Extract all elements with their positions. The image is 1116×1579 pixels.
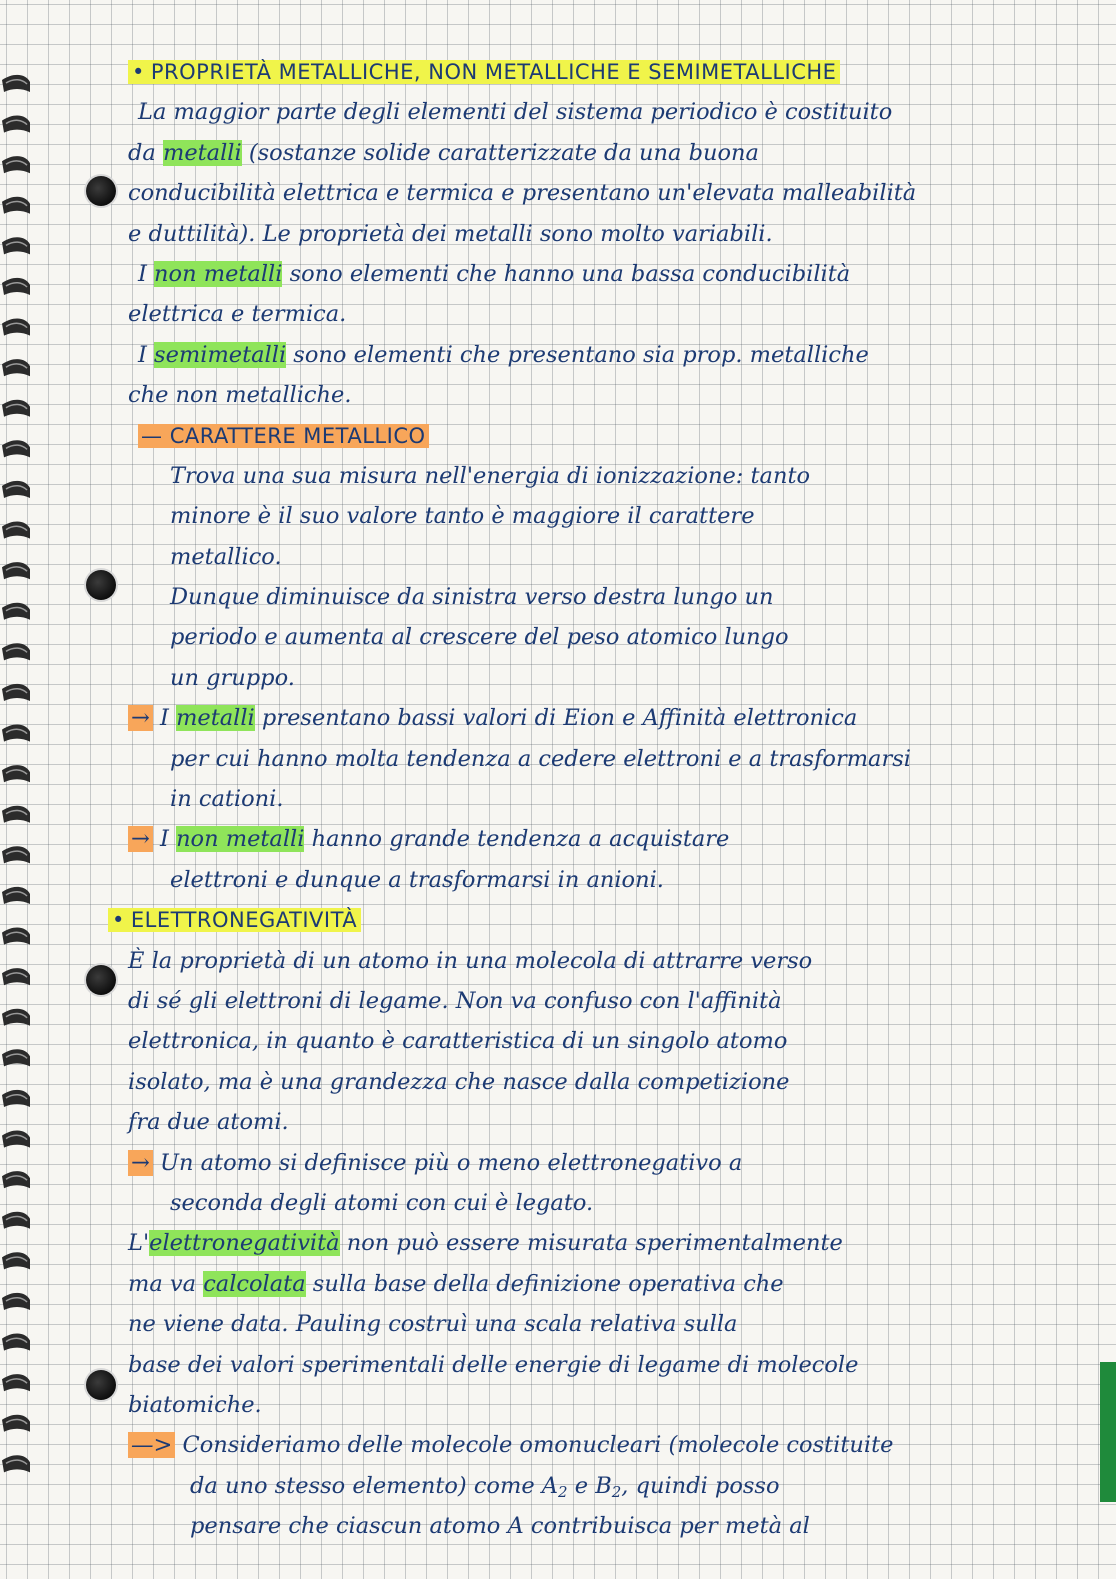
punch-hole-1	[86, 176, 116, 206]
highlight-metalli: metalli	[176, 705, 255, 732]
paragraph-line: minore è il suo valore tanto è maggiore il carattere	[170, 503, 755, 530]
paragraph-line: base dei valori sperimentali delle energie di legame di molecole	[128, 1351, 859, 1378]
paragraph-line: in cationi.	[170, 786, 284, 813]
arrow-marker: →	[128, 705, 153, 731]
punch-hole-2	[86, 570, 116, 600]
paragraph-line: elettrica e termica.	[128, 301, 347, 328]
paragraph-line: elettronica, in quanto è caratteristica di un singolo atomo	[128, 1028, 788, 1055]
spiral-binding	[0, 0, 36, 1579]
highlight-calcolata: calcolata	[203, 1270, 306, 1297]
paragraph-line: periodo e aumenta al crescere del peso atomico lungo	[170, 624, 789, 651]
paragraph-line: conducibilità elettrica e termica e presentano un'elevata malleabilità	[128, 180, 917, 207]
arrow-marker: —>	[128, 1432, 175, 1458]
paragraph-line: di sé gli elettroni di legame. Non va confuso con l'affinità	[128, 987, 782, 1014]
paragraph-line: per cui hanno molta tendenza a cedere elettroni e a trasformarsi	[170, 745, 911, 772]
paragraph-line: Dunque diminuisce da sinistra verso destra lungo un	[170, 584, 774, 611]
arrow-marker: →	[128, 826, 153, 852]
arrow-point-line: → I metalli presentano bassi valori di Eion e Affinità elettronica	[128, 698, 1078, 738]
paragraph-line: Trova una sua misura nell'energia di ionizzazione: tanto	[170, 462, 811, 489]
paragraph-line: da uno stesso elemento) come $A_2$ e $B_2$, quindi posso	[190, 1472, 780, 1501]
highlight-semimetalli: semimetalli	[154, 341, 287, 368]
paragraph-line: È la proprietà di un atomo in una molecola di attrarre verso	[128, 947, 813, 974]
green-divider-edge	[1100, 1362, 1116, 1502]
paragraph-line: elettroni e dunque a trasformarsi in anioni.	[170, 866, 664, 893]
paragraph-line: da metalli (sostanze solide caratterizzate da una buona	[128, 139, 759, 166]
heading-elettronegativita: • ELETTRONEGATIVITÀ	[108, 900, 1078, 940]
paragraph-line: I non metalli sono elementi che hanno una bassa conducibilità	[138, 260, 851, 287]
arrow-point-line: —> Consideriamo delle molecole omonucleari (molecole costituite	[128, 1425, 1078, 1465]
paragraph-line: fra due atomi.	[128, 1109, 289, 1136]
paragraph-line: un gruppo.	[170, 664, 295, 691]
highlight-metalli: metalli	[162, 139, 242, 166]
paragraph-line: pensare che ciascun atomo A contribuisca per metà al	[190, 1513, 810, 1540]
paragraph-line: I semimetalli sono elementi che presentano sia prop. metalliche	[138, 341, 869, 368]
paragraph-line: e duttilità). Le proprietà dei metalli sono molto variabili.	[128, 220, 773, 247]
arrow-point-line: → Un atomo si definisce più o meno elettronegativo a	[128, 1143, 1078, 1183]
highlight-non-metalli: non metalli	[176, 826, 305, 853]
paragraph-line: ma va calcolata sulla base della definizione operativa che	[128, 1270, 784, 1297]
punch-hole-4	[86, 1370, 116, 1400]
paragraph-line: biatomiche.	[128, 1391, 262, 1418]
spiral-coils	[0, 0, 36, 1579]
paragraph-line: seconda degli atomi con cui è legato.	[170, 1189, 594, 1216]
handwritten-notes	[112, 52, 1078, 1546]
paragraph-line: che non metalliche.	[128, 382, 352, 409]
paragraph-line: L'elettronegatività non può essere misurata sperimentalmente	[128, 1230, 843, 1257]
paragraph-line: ne viene data. Pauling costruì una scala relativa sulla	[128, 1311, 738, 1338]
paragraph-line: isolato, ma è una grandezza che nasce dalla competizione	[128, 1068, 790, 1095]
arrow-marker: →	[128, 1150, 153, 1176]
heading-metallic-properties: • PROPRIETÀ METALLICHE, NON METALLICHE E SEMIMETALLICHE	[128, 52, 1078, 92]
arrow-point-line: → I non metalli hanno grande tendenza a acquistare	[128, 819, 1078, 859]
highlight-non-metalli: non metalli	[154, 260, 283, 287]
heading-carattere-metallico: — CARATTERE METALLICO	[128, 416, 1078, 456]
paragraph-line: metallico.	[170, 543, 282, 570]
paragraph-line: La maggior parte degli elementi del sistema periodico è costituito	[138, 99, 893, 126]
punch-hole-3	[86, 965, 116, 995]
highlight-elettronegativita: elettronegatività	[149, 1230, 340, 1257]
